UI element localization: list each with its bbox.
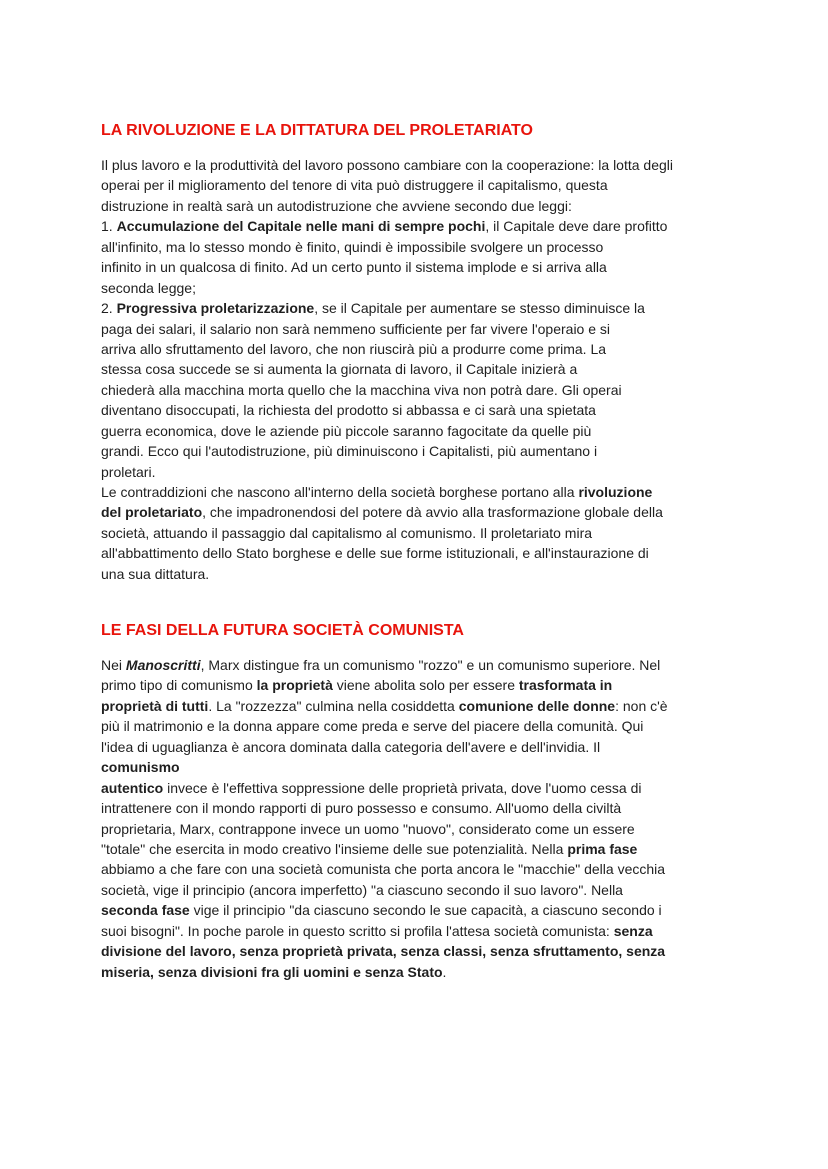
text-line [101,880,741,900]
text-line [101,380,741,400]
bold-text: rivoluzione [578,484,653,500]
plain-text: vige il principio "da ciascuno secondo le sue capacità, a ciascuno secondo i [189,902,662,919]
text-line [101,655,741,675]
plain-text: all'abbattimento dello Stato borghese e delle sue forme istituzionali, e all'instaurazione di [101,545,649,562]
bold-text: proprietà di tutti [101,697,209,714]
plain-text: , il Capitale deve dare profitto [485,218,668,235]
plain-text: Il plus lavoro e la produttività del lavoro possono cambiare con la cooperazione: la lotta degli [101,157,674,173]
plain-text: distruzione in realtà sarà un autodistruzione che avviene secondo due leggi: [101,197,572,214]
text-line [101,400,741,420]
bold-text: autentico [101,779,164,796]
bold-text: divisione del lavoro, senza proprietà privata, senza classi, senza sfruttamento, senza [101,943,666,960]
section-fasi-societa [101,620,741,982]
plain-text: invece è l'effettiva soppressione delle proprietà privata, dove l'uomo cessa di [163,779,642,796]
bold-text: senza [613,922,653,939]
text-line [101,462,741,482]
text-line [101,441,741,461]
text-line [101,339,741,359]
plain-text: , che impadronendosi del potere dà avvio alla trasformazione globale della [202,504,663,521]
text-line [101,421,741,441]
bold-text: la proprietà [256,677,333,694]
plain-text: all'infinito, ma lo stesso mondo è finito, quindi è impossibile svolgere un processo [101,238,604,255]
emphasis-text: Manoscritti [125,657,201,673]
text-line [101,798,741,818]
text-line [101,962,741,982]
plain-text: , Marx distingue fra un comunismo "rozzo" e un comunismo superiore. Nel [200,657,661,673]
text-line [101,543,741,563]
text-line [101,155,741,175]
plain-text: l'idea di uguaglianza è ancora dominata dalla categoria dell'avere e dell'invidia. Il [101,738,601,755]
text-line [101,278,741,298]
text-line [101,298,741,318]
text-line [101,839,741,859]
bold-text: comunismo [101,759,180,776]
plain-text: società, vige il principio (ancora imperfetto) "a ciascuno secondo il suo lavoro". Nella [101,881,623,898]
text-line [101,216,741,236]
text-line [101,941,741,961]
text-line [101,564,741,584]
text-line [101,819,741,839]
plain-text: infinito in un qualcosa di finito. Ad un certo punto il sistema implode e si arriva alla [101,259,607,276]
section-body [101,655,741,982]
plain-text: : non c'è [615,697,668,714]
text-line [101,696,741,716]
text-line [101,237,741,257]
bold-italic-text [126,657,201,673]
plain-text: arriva allo sfruttamento del lavoro, che non riuscirà più a produrre come prima. La [101,340,607,357]
plain-text: . La "rozzezza" culmina nella cosiddetta [208,697,459,714]
plain-text: chiederà alla macchina morta quello che la macchina viva non potrà dare. Gli operai [101,381,622,398]
plain-text: più il matrimonio e la donna appare come preda e serve del piacere della comunità. Qui [101,718,644,735]
text-line [101,502,741,522]
plain-text: "totale" che esercita in modo creativo l'insieme delle sue potenzialità. Nella [101,840,568,857]
text-line [101,196,741,216]
bold-text: seconda fase [101,902,190,919]
plain-text: . [442,963,447,980]
section-heading: LA RIVOLUZIONE E LA DITTATURA DEL PROLETARIATO [101,122,533,139]
section-body [101,155,741,584]
bold-text: trasformata in [518,677,613,694]
text-line [101,675,741,695]
text-line [101,716,741,736]
text-line [101,778,741,798]
text-line [101,257,741,277]
plain-text: Le contraddizioni che nascono all'interno della società borghese portano alla [101,484,579,500]
plain-text: Nei [101,657,126,673]
text-line [101,921,741,941]
bold-text: miseria, senza divisioni fra gli uomini e senza Stato [101,963,443,980]
plain-text: operai per il miglioramento del tenore di vita può distruggere il capitalismo, questa [101,177,608,194]
text-line [101,757,741,777]
plain-text: paga dei salari, il salario non sarà nemmeno sufficiente per far vivere l'operaio e si [101,320,611,337]
plain-text: viene abolita solo per essere [332,677,519,694]
plain-text: diventano disoccupati, la richiesta del prodotto si abbassa e ci sarà una spietata [101,402,596,419]
plain-text: primo tipo di comunismo [101,677,257,694]
plain-text: proletari. [101,463,156,480]
bold-text: Accumulazione del Capitale nelle mani di sempre pochi [116,218,486,235]
bold-text: Progressiva proletarizzazione [116,300,315,317]
plain-text: guerra economica, dove le aziende più piccole saranno fagocitate da quelle più [101,422,592,439]
text-line [101,737,741,757]
section-heading: LE FASI DELLA FUTURA SOCIETÀ COMUNISTA [101,622,464,639]
plain-text: stessa cosa succede se si aumenta la giornata di lavoro, il Capitale inizierà a [101,361,578,378]
plain-text: seconda legge; [101,279,196,296]
section-rivoluzione [101,120,741,584]
plain-text: 1. [101,218,117,235]
text-line [101,859,741,879]
plain-text: suoi bisogni". In poche parole in questo scritto si profila l'attesa società comunista: [101,922,614,939]
text-line [101,359,741,379]
plain-text: intrattenere con il mondo rapporti di puro possesso e consumo. All'uomo della civiltà [101,800,622,817]
text-line [101,319,741,339]
plain-text: proprietaria, Marx, contrappone invece un uomo "nuovo", considerato come un essere [101,820,635,837]
plain-text: , se il Capitale per aumentare se stesso diminuisce la [314,300,645,317]
bold-text: prima fase [567,840,638,857]
text-line [101,900,741,920]
plain-text: abbiamo a che fare con una società comunista che porta ancora le "macchie" della vecchia [101,861,666,878]
plain-text: grandi. Ecco qui l'autodistruzione, più diminuiscono i Capitalisti, più aumentano i [101,443,598,460]
plain-text: 2. [101,300,117,317]
text-line [101,175,741,195]
plain-text: una sua dittatura. [101,565,210,582]
plain-text: società, attuando il passaggio dal capitalismo al comunismo. Il proletariato mira [101,524,593,541]
text-line [101,523,741,543]
text-line [101,482,741,502]
bold-text: del proletariato [101,504,203,521]
bold-text: comunione delle donne [458,697,616,714]
